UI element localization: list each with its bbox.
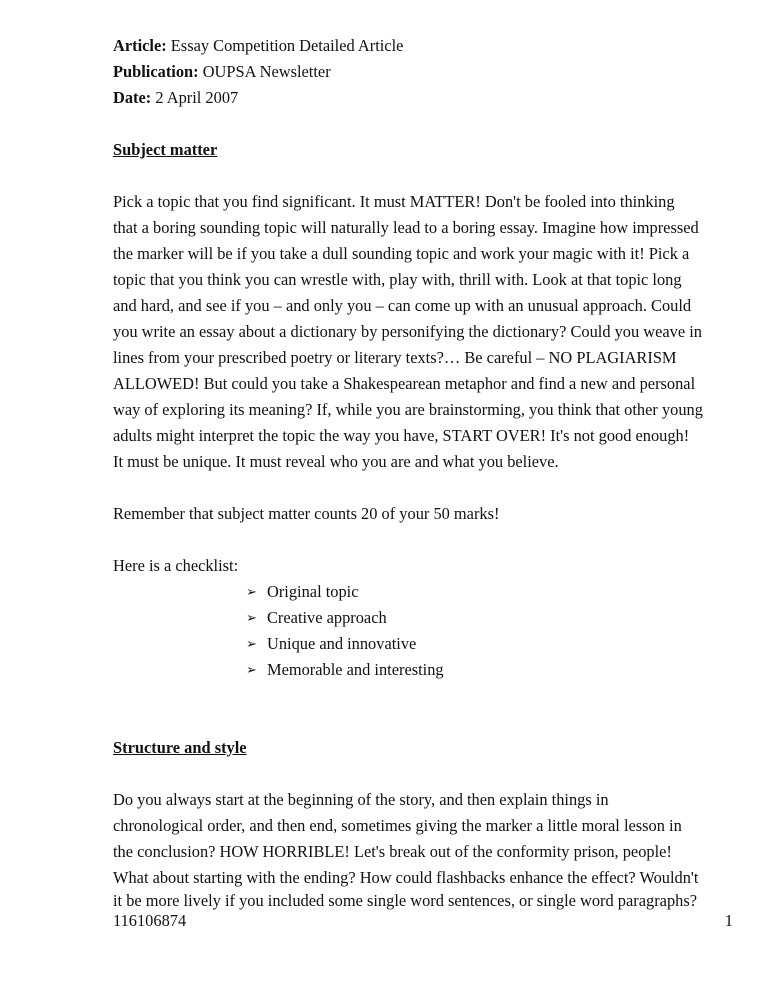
publication-line [113,59,733,85]
section-heading-subject-matter: Subject matter [113,140,218,159]
checklist-item: ➢ Creative approach [113,605,733,631]
arrow-bullet-icon: ➢ [246,584,257,599]
checklist-item: ➢ Unique and innovative [113,631,733,657]
page-footer [113,911,733,931]
remember-note: Remember that subject matter counts 20 of your 50 marks! [113,504,500,523]
article-label: Article: [113,36,167,55]
paragraph-line: and hard, and see if you – and only you – can come up with an unusual approach. Could [113,296,692,315]
document-page [113,33,733,931]
paragraph-line: you write an essay about a dictionary by personifying the dictionary? Could you weave in [113,322,702,341]
paragraph-line: adults might interpret the topic the way you have, START OVER! It's not good enough! [113,426,690,445]
paragraph-line: the marker will be if you take a dull sounding topic and work your magic with it! Pick a [113,244,690,263]
structure-paragraph [113,787,733,911]
arrow-bullet-icon: ➢ [246,636,257,651]
date-value: 2 April 2007 [155,88,239,107]
date-line [113,85,733,111]
paragraph-line: the conclusion? HOW HORRIBLE! Let's break out of the conformity prison, people! [113,842,672,861]
article-line [113,33,733,59]
arrow-bullet-icon: ➢ [246,662,257,677]
checklist [113,579,733,683]
section-heading-structure-and-style: Structure and style [113,738,247,757]
arrow-bullet-icon: ➢ [246,610,257,625]
paragraph-line: lines from your prescribed poetry or literary texts?… Be careful – NO PLAGIARISM [113,348,677,367]
page-number: 1 [724,911,733,930]
paragraph-line: Do you always start at the beginning of the story, and then explain things in [113,790,609,809]
checklist-intro: Here is a checklist: [113,556,239,575]
paragraph-line: topic that you think you can wrestle with, play with, thrill with. Look at that topic long [113,270,682,289]
publication-label: Publication: [113,62,199,81]
paragraph-line: Pick a topic that you find significant. It must MATTER! Don't be fooled into thinking [113,192,675,211]
paragraph-line: that a boring sounding topic will naturally lead to a boring essay. Imagine how impressed [113,218,699,237]
checklist-item: ➢ Original topic [113,579,733,605]
article-title: Essay Competition Detailed Article [170,36,404,55]
document-id: 116106874 [113,911,187,930]
paragraph-line: It must be unique. It must reveal who you are and what you believe. [113,452,559,471]
date-label: Date: [113,88,152,107]
paragraph-line: chronological order, and then end, sometimes giving the marker a little moral lesson in [113,816,682,835]
paragraph-line: way of exploring its meaning? If, while you are brainstorming, you think that other young [113,400,703,419]
paragraph-line: ALLOWED! But could you take a Shakespearean metaphor and find a new and personal [113,374,696,393]
paragraph-line: What about starting with the ending? How could flashbacks enhance the effect? Wouldn't [113,868,699,887]
subject-matter-paragraph [113,189,733,475]
checklist-item: ➢ Memorable and interesting [113,657,733,683]
publication-name: OUPSA Newsletter [202,62,331,81]
paragraph-line: it be more lively if you included some single word sentences, or single word paragraphs? [113,891,697,910]
